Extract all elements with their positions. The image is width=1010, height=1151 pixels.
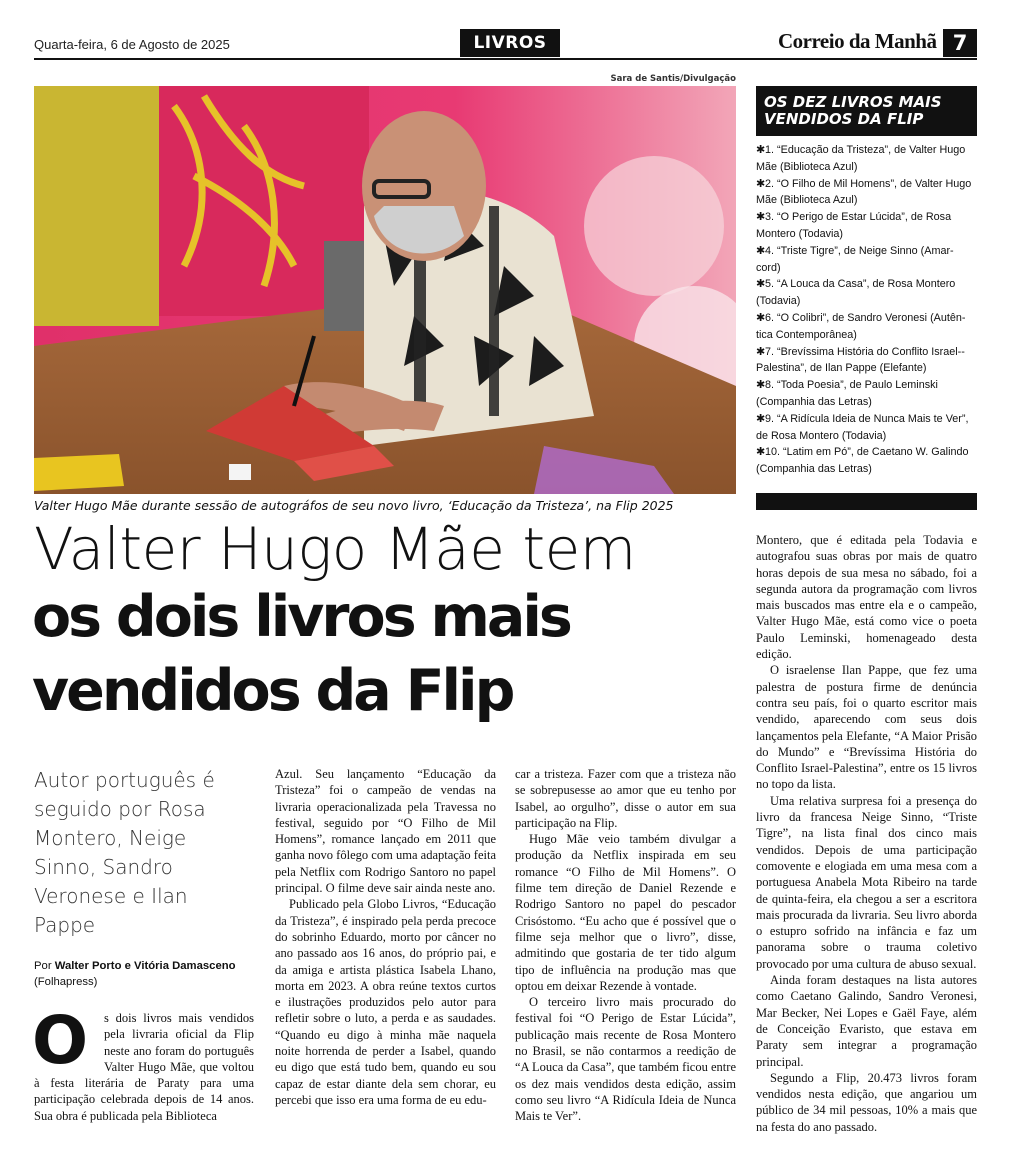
- photo-credit: Sara de Santis/Divulgação: [610, 74, 736, 84]
- headline-line-1: Valter Hugo Mãe tem: [34, 515, 636, 583]
- article-subtitle: Autor português é seguido por Rosa Montero, Neige Sinno, Sandro Veronese e Ilan Pappe: [34, 768, 215, 937]
- page-number: 7: [943, 29, 977, 57]
- list-item: ✱9. “A Ridícula Ideia de Nunca Mais te Ver”, de Rosa Montero (Todavia): [756, 412, 969, 442]
- headline-line-2: os dois livros mais: [32, 584, 570, 650]
- newspaper-name: Correio da Manhã: [778, 29, 937, 53]
- header-rule: [34, 58, 977, 60]
- paragraph: O terceiro livro mais procurado do festival foi “O Perigo de Estar Lúcida”, publicação mais recente de Rosa Montero no Brasil, se não contarmos a reedição de “A Louca da Casa”, que também ficou entre os dez mais vendidos desta edição, assim como seu livro “A Ridícula Ideia de Nunca Mais te Ver”.: [515, 995, 736, 1124]
- list-item: ✱5. “A Louca da Casa”, de Rosa Montero (Todavia): [756, 278, 956, 308]
- paragraph: Uma relativa surpresa foi a presença do livro da francesa Neige Sinno, “Triste Tigre”, na lista final dos cinco mais vendidos. Depois de uma participação comovente e elogiada em uma mesa com a portuguesa Anabela Mota Ribeiro na tarde de quinta-feira, ela chegou a ser a escritora mais procurada da livraria. Seu livro aborda o estupro sofrido na infância e faz um panorama sobre o trauma coletivo provocado por uma cultura de abuso sexual.: [756, 793, 977, 971]
- top-ten-box-title: OS DEZ LIVROS MAIS VENDIDOS DA FLIP: [756, 86, 977, 136]
- paragraph: Hugo Mãe veio também divulgar a produção da Netflix inspirada em seu romance “O Filho de Mil Homens”. O filme tem direção de Daniel Rezende e Rodrigo Santoro no papel do pescador Crisóstomo. “Eu acho que é possível que o filme seja melhor que o livro”, disse, admitindo que gostaria de ter tido algum tipo de influência na produção mas que optou em deixar Rezende à vontade.: [515, 832, 736, 993]
- paragraph: O israelense Ilan Pappe, que fez uma palestra de postura firme de denúncia contra seu país, foi o quarto escritor mais vendido, aparecendo com seus dois lançamentos pela Elefante, “A Maior Prisão do Mundo” e “Brevíssima História do Conflito Israel-Palestina”, entre os 15 livros no topo da lista.: [756, 663, 977, 792]
- article-photo: [34, 86, 736, 494]
- paragraph: Ainda foram destaques na lista autores como Caetano Galindo, Sandro Veronesi, Mar Becker, Nei Lopes e Gaël Faye, além de Conceição Evaristo, que estava em Paraty sem integrar a programação principal.: [756, 973, 977, 1069]
- list-item: ✱1. “Educação da Tristeza”, de Valter Hugo Mãe (Biblioteca Azul): [756, 144, 966, 173]
- paragraph: Azul. Seu lançamento “Educação da Tristeza” foi o campeão de vendas na livraria operacionalizada pela Travessa no festival, seguido por “O Filho de Mil Homens”, romance lançado em 2011 que ganha novo fôlego com uma adaptação feita pela Netflix com Rodrigo Santoro no papel principal. O filme deve sair ainda neste ano.: [275, 767, 496, 896]
- list-item: ✱4. “Triste Tigre”, de Neige Sinno (Amar-cord): [756, 244, 954, 274]
- paragraph: Montero, que é editada pela Todavia e autografou suas obras por mais de quatro horas depois de sua mesa no sábado, foi a segunda autora da programação com livros mais buscados mas entre ela e o campeão, Valter Hugo Mãe, está como vice o poeta Paulo Leminski, homenageado desta edição.: [756, 533, 977, 662]
- box-bottom-bar: [756, 493, 977, 510]
- list-item: ✱7. “Brevíssima História do Conflito Israel--Palestina”, de Ilan Pappe (Elefante): [756, 345, 965, 375]
- section-label: LIVROS: [460, 29, 560, 57]
- paragraph: s dois livros mais vendidos pela livraria oficial da Flip neste ano foram do português Valter Hugo Mãe, que voltou à festa literária de Paraty para uma participação celebrada depois de 14 anos. Sua obra é publicada pela Biblioteca: [34, 1011, 254, 1123]
- article-column-2: [275, 766, 496, 1108]
- article-column-1: [32, 1002, 254, 1124]
- paragraph: Publicado pela Globo Livros, “Educação da Tristeza”, é inspirado pela perda precoce do sobrinho Eduardo, morto por câncer no ano passado aos 16 anos, do próprio pai, e da amiga e artista plástica Isabela Lhano, morta em 2023. A obra reúne textos curtos e ilustrações produzidos pelo autor para refletir sobre o luto, a perda e as saudades. “Quando eu digo à minha mãe naquela noite horrenda de perder a Isabel, quando eu digo que está tudo bem, quando eu sou capaz de estar diante dela sem chorar, eu percebi que isso era uma forma de eu edu-: [275, 897, 496, 1107]
- drop-cap: O: [32, 1002, 89, 1079]
- byline-agency: (Folhapress): [34, 976, 98, 988]
- list-item: ✱2. “O Filho de Mil Homens”, de Valter Hugo Mãe (Biblioteca Azul): [756, 177, 972, 207]
- paragraph: car a tristeza. Fazer com que a tristeza não se sobrepusesse ao amor que eu tenho por Isabel, ao orgulho”, disse o autor em sua participação na Flip.: [515, 767, 736, 830]
- list-item: ✱8. “Toda Poesia”, de Paulo Leminski (Companhia das Letras): [756, 379, 938, 408]
- byline-prefix: Por: [34, 960, 52, 972]
- list-item: ✱3. “O Perigo de Estar Lúcida”, de Rosa Montero (Todavia): [756, 211, 952, 240]
- list-item: ✱6. “O Colibri”, de Sandro Veronesi (Autên-tica Contemporânea): [756, 311, 966, 341]
- top-ten-list: [756, 142, 977, 478]
- article-column-3: [515, 766, 736, 1125]
- paragraph: Segundo a Flip, 20.473 livros foram vendidos nesta edição, que angariou um público de 34 mil pessoas, 10% a mais que na festa do ano passado.: [756, 1070, 977, 1134]
- page-date: Quarta-feira, 6 de Agosto de 2025: [34, 37, 230, 52]
- article-column-4: [756, 532, 977, 1135]
- list-item: ✱10. “Latim em Pó”, de Caetano W. Galindo (Companhia das Letras): [756, 446, 969, 476]
- photo-caption: Valter Hugo Mãe durante sessão de autográfos de seu novo livro, ‘Educação da Tristeza’, na Flip 2025: [34, 498, 674, 513]
- byline: [34, 958, 254, 990]
- byline-authors: Walter Porto e Vitória Damasceno: [54, 960, 236, 972]
- headline-line-3: vendidos da Flip: [32, 658, 513, 724]
